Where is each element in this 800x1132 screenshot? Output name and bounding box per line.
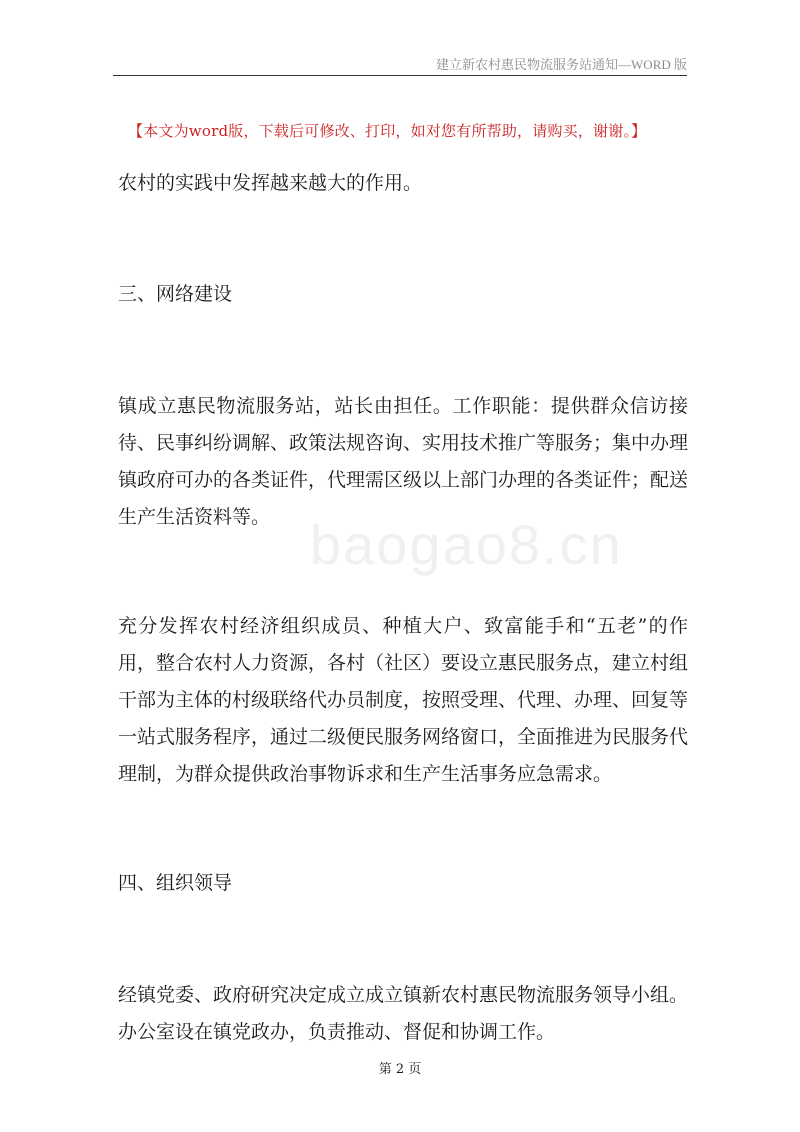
running-header: 建立新农村惠民物流服务站通知—WORD 版 — [436, 57, 687, 72]
paragraph-service-station: 镇成立惠民物流服务站，站长由担任。工作职能：提供群众信访接待、民事纠纷调解、政策法规咨询、实用技术推广等服务；集中办理镇政府可办的各类证件，代理需区级以上部门办理的各类证件；配送生产生活资料等。 — [118, 395, 689, 528]
watermark: baogao8.cn — [310, 513, 623, 576]
header-divider — [113, 75, 687, 76]
paragraph-leadership-group: 经镇党委、政府研究决定成立成立镇新农村惠民物流服务领导小组。办公室设在镇党政办，负责推动、督促和协调工作。 — [118, 984, 689, 1043]
section-heading-leadership: 四、组织领导 — [118, 872, 233, 894]
page-number: 第 2 页 — [378, 1062, 422, 1077]
purchase-notice: 【本文为word版，下载后可修改、打印，如对您有所帮助，请购买，谢谢。】 — [128, 122, 647, 140]
paragraph-village-network: 充分发挥农村经济组织成员、种植大户、致富能手和“五老”的作用，整合农村人力资源，各村（社区）要设立惠民服务点，建立村组干部为主体的村级联络代办员制度，按照受理、代理、办理、回复等一站式服务程序，通过二级便民服务网络窗口，全面推进为民服务代理制，为群众提供政治事物诉求和生产生活事务应急需求。 — [118, 615, 689, 785]
document-body — [118, 165, 688, 1051]
paragraph-continuation: 农村的实践中发挥越来越大的作用。 — [118, 172, 423, 194]
section-heading-network: 三、网络建设 — [118, 283, 233, 305]
